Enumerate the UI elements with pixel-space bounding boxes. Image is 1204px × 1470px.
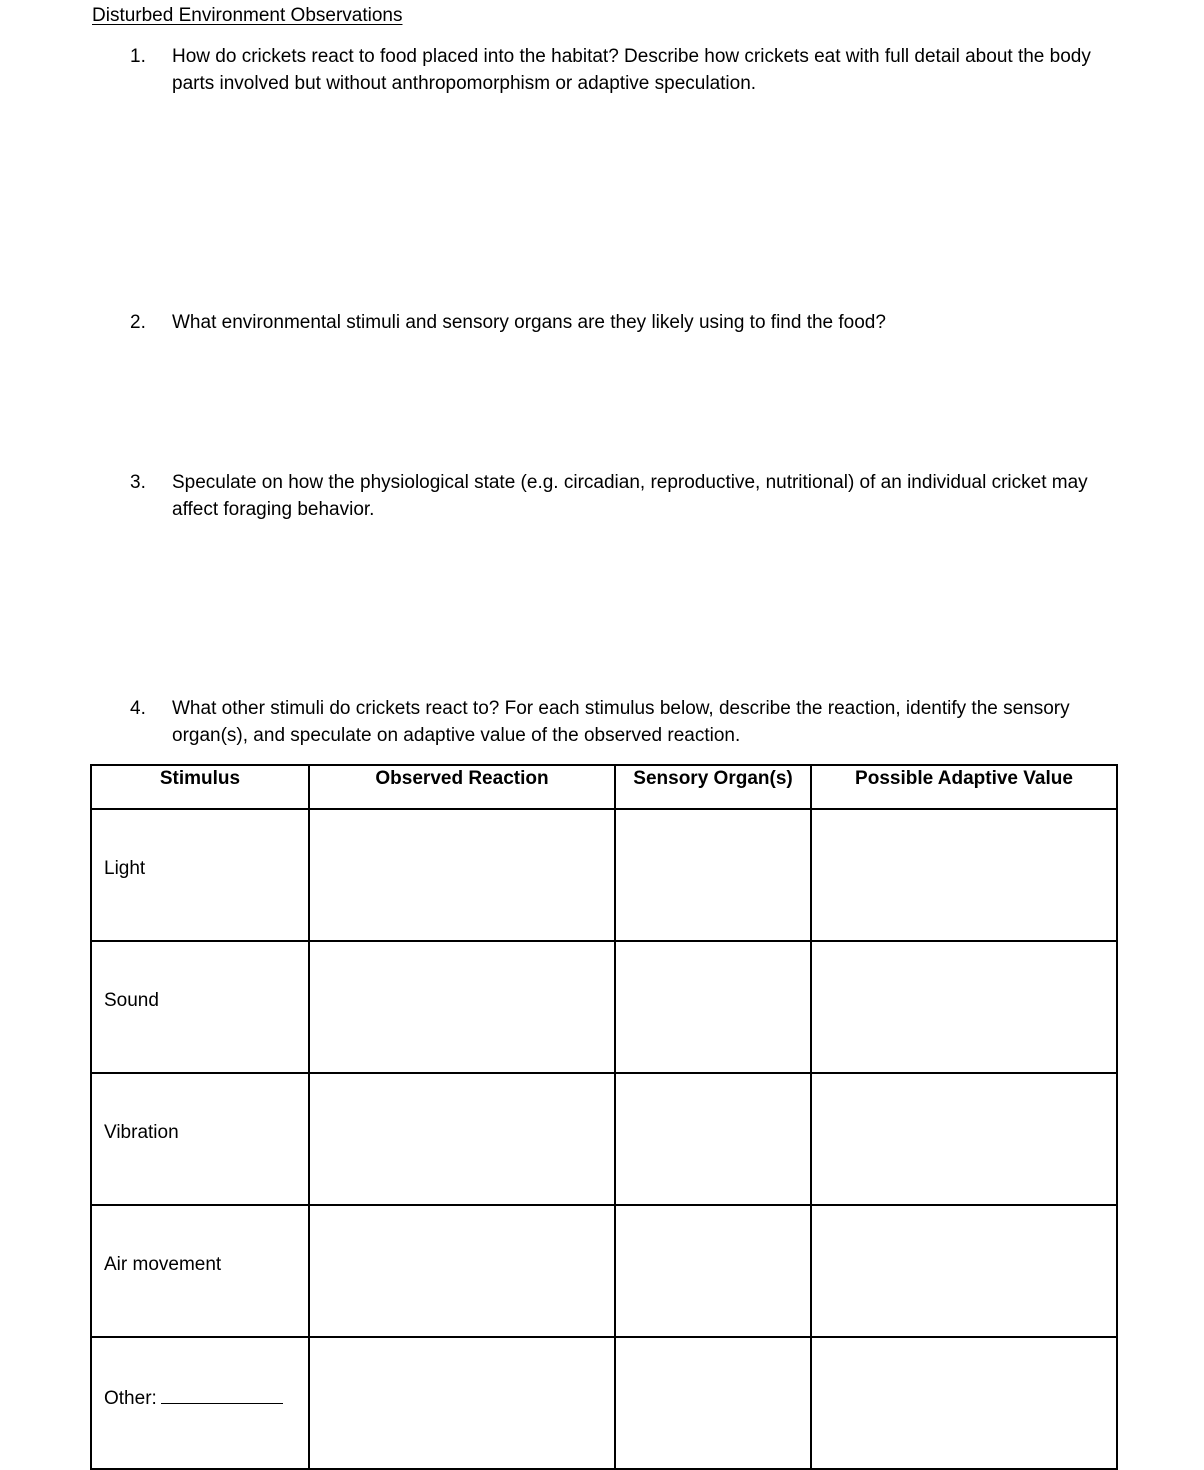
header-adaptive-value: Possible Adaptive Value (811, 765, 1117, 809)
observation-table (90, 764, 1118, 1470)
stimulus-cell: Sound (91, 941, 309, 1073)
observed-reaction-cell[interactable] (309, 1337, 615, 1469)
adaptive-value-cell[interactable] (811, 1205, 1117, 1337)
sensory-organ-cell[interactable] (615, 1337, 811, 1469)
stimulus-cell: Vibration (91, 1073, 309, 1205)
question-text: What environmental stimuli and sensory organs are they likely using to find the food? (172, 312, 886, 333)
question-number: 4. (130, 698, 146, 719)
adaptive-value-cell[interactable] (811, 941, 1117, 1073)
question-number: 3. (130, 472, 146, 493)
question-text: What other stimuli do crickets react to? For each stimulus below, describe the reaction, identify the sensory organ(s), and speculate on adaptive value of the observed reaction. (172, 698, 1070, 746)
table-row (91, 809, 1117, 941)
sensory-organ-cell[interactable] (615, 1205, 811, 1337)
table-row (91, 1073, 1117, 1205)
observed-reaction-cell[interactable] (309, 809, 615, 941)
stimulus-cell: Air movement (91, 1205, 309, 1337)
other-blank-line[interactable] (161, 1385, 283, 1404)
header-observed-reaction: Observed Reaction (309, 765, 615, 809)
sensory-organ-cell[interactable] (615, 941, 811, 1073)
stimulus-cell: Light (91, 809, 309, 941)
question-number: 1. (130, 46, 146, 67)
page-title: Disturbed Environment Observations (92, 5, 403, 26)
observed-reaction-cell[interactable] (309, 1073, 615, 1205)
question-2 (130, 309, 1120, 336)
question-3 (130, 469, 1120, 523)
header-stimulus: Stimulus (91, 765, 309, 809)
table-header-row (91, 765, 1117, 809)
table-row (91, 1205, 1117, 1337)
observed-reaction-cell[interactable] (309, 941, 615, 1073)
header-sensory-organs: Sensory Organ(s) (615, 765, 811, 809)
stimulus-cell-other (91, 1337, 309, 1469)
adaptive-value-cell[interactable] (811, 1337, 1117, 1469)
adaptive-value-cell[interactable] (811, 1073, 1117, 1205)
sensory-organ-cell[interactable] (615, 1073, 811, 1205)
question-4 (130, 695, 1120, 749)
sensory-organ-cell[interactable] (615, 809, 811, 941)
table-row (91, 1337, 1117, 1469)
adaptive-value-cell[interactable] (811, 809, 1117, 941)
other-label: Other: (104, 1387, 157, 1409)
question-1 (130, 43, 1120, 97)
question-text: How do crickets react to food placed into the habitat? Describe how crickets eat with full detail about the body parts involved but without anthropomorphism or adaptive speculation. (172, 46, 1091, 94)
observed-reaction-cell[interactable] (309, 1205, 615, 1337)
question-number: 2. (130, 312, 146, 333)
question-text: Speculate on how the physiological state (e.g. circadian, reproductive, nutritional) of an individual cricket may affect foraging behavior. (172, 472, 1088, 520)
table-row (91, 941, 1117, 1073)
